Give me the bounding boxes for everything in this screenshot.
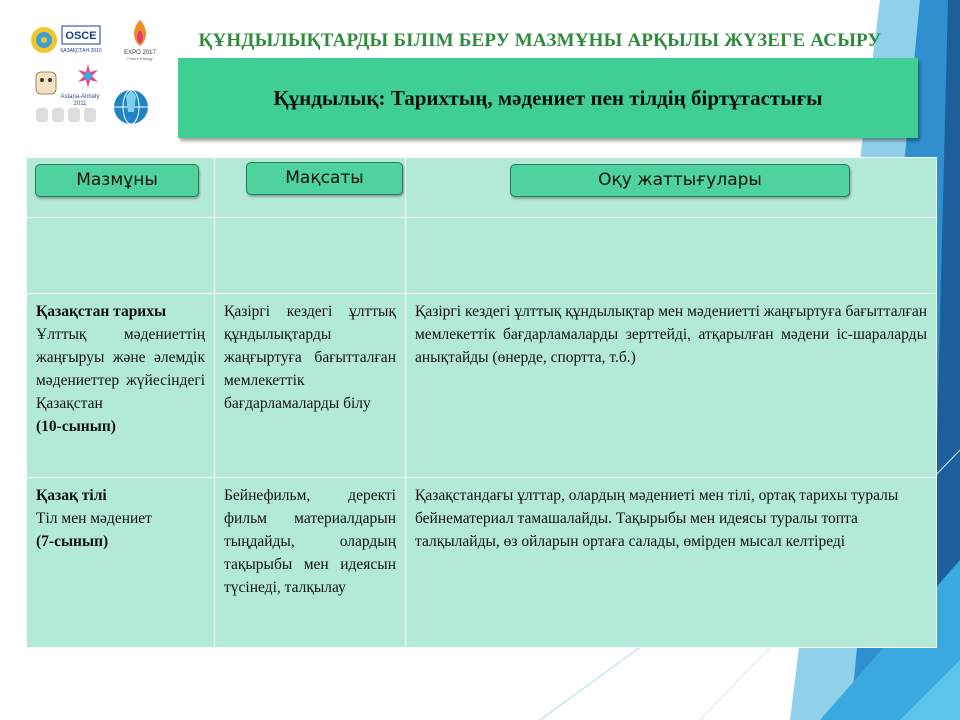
table-row (27, 478, 937, 648)
table-header-row (27, 158, 937, 218)
row-exercise-cell: Қазақстандағы ұлттар, олардың мәдениеті мен тілі, ортақ тарихы туралы бейнематериал тамашалайды. Тақырыбы мен идеясы туралы топта талқылайды, өз ойларын ортаға салады, өмірден мысал келтіреді (406, 478, 937, 648)
header-exercises-pill: Оқу жаттығулары (510, 164, 850, 197)
expo-2017-logo-icon (124, 20, 156, 61)
svg-text:OSCE: OSCE (65, 30, 97, 42)
value-banner-text: Құндылық: Тарихтың, мәдениет пен тілдің біртұтастығы (273, 85, 823, 110)
table-empty-row (27, 218, 937, 294)
row-subject: Қазақ тілі (36, 487, 107, 504)
logos-cluster (28, 12, 178, 137)
empty-cell (406, 218, 937, 294)
row-goal-cell: Қазіргі кездегі ұлттық құндылықтарды жаңғыртуға бағытталған мемлекеттік бағдарламаларды білу (215, 294, 406, 478)
row-grade: (10-сынып) (36, 418, 116, 435)
header-cell-exercises (406, 158, 937, 218)
row-grade: (7-сынып) (36, 533, 109, 550)
table-row (27, 294, 937, 478)
kazakhstan-emblem-icon (31, 27, 57, 53)
row-subject: Қазақстан тарихы (36, 303, 167, 320)
row-exercise-cell: Қазіргі кездегі ұлттық құндылықтар мен мәдениетті жаңғыртуға бағытталған мемлекеттік бағдарламаларды зерттейді, атқарылған мәдени іс-шараларды анықтайды (өнерде, спортта, т.б.) (406, 294, 937, 478)
svg-text:Future Energy: Future Energy (127, 56, 153, 61)
svg-text:Astana-Almaty: Astana-Almaty (60, 94, 100, 100)
svg-text:EXPO 2017: EXPO 2017 (124, 50, 156, 56)
svg-text:2011: 2011 (73, 101, 87, 107)
row-content-cell (27, 478, 215, 648)
row-topic: Тіл мен мәдениет (36, 510, 152, 527)
header-cell-goal (215, 158, 406, 218)
svg-text:ҚАЗАҚСТАН 2010: ҚАЗАҚСТАН 2010 (60, 48, 102, 54)
content-table (26, 157, 937, 648)
osce-logo-icon (60, 26, 101, 54)
header-content-pill: Мазмұны (35, 164, 199, 197)
empty-cell (27, 218, 215, 294)
row-topic: Ұлттық мәдениеттің жаңғыруы және әлемдік мәдениеттер жүйесіндегі Қазақстан (36, 326, 205, 412)
header-goal-pill: Мақсаты (246, 162, 403, 195)
globe-logo-icon (114, 90, 148, 124)
row-content-cell (27, 294, 215, 478)
empty-cell (215, 218, 406, 294)
page-title: ҚҰНДЫЛЫҚТАРДЫ БІЛІМ БЕРУ МАЗМҰНЫ АРҚЫЛЫ ЖҮЗЕГЕ АСЫРУ (198, 30, 882, 51)
value-banner (178, 58, 918, 138)
header-cell-content (27, 158, 215, 218)
asian-games-2011-logo-icon (36, 64, 100, 122)
row-goal-cell: Бейнефильм, деректі фильм материалдарын тыңдайды, олардың тақырыбы мен идеясын түсінеді, талқылау (215, 478, 406, 648)
